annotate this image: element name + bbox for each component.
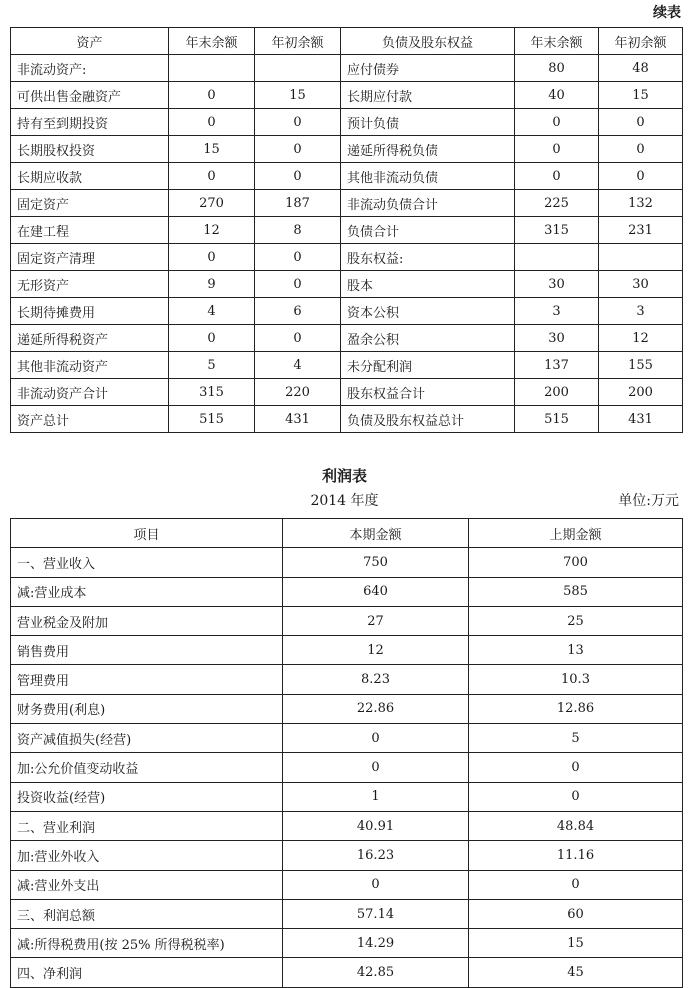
table-row — [11, 55, 683, 82]
amount-cell — [255, 55, 341, 82]
table-row — [11, 694, 683, 723]
amount-cell: 16.23 — [283, 841, 469, 870]
row-label: 非流动负债合计 — [341, 190, 515, 217]
amount-cell: 3 — [515, 298, 599, 325]
row-label: 财务费用(利息) — [11, 694, 283, 723]
table-row — [11, 109, 683, 136]
amount-cell: 0 — [469, 753, 683, 782]
row-label: 未分配利润 — [341, 352, 515, 379]
amount-cell: 270 — [169, 190, 255, 217]
table-row — [11, 636, 683, 665]
income-statement-header-row — [11, 519, 683, 548]
table-row — [11, 244, 683, 271]
amount-cell: 200 — [599, 379, 683, 406]
table-row — [11, 724, 683, 753]
amount-cell: 315 — [169, 379, 255, 406]
amount-cell: 4 — [255, 352, 341, 379]
amount-cell: 220 — [255, 379, 341, 406]
amount-cell: 14.29 — [283, 929, 469, 958]
amount-cell: 0 — [255, 325, 341, 352]
row-label: 减:所得税费用(按 25% 所得税税率) — [11, 929, 283, 958]
amount-cell: 0 — [599, 163, 683, 190]
amount-cell: 750 — [283, 548, 469, 577]
row-label: 递延所得税资产 — [11, 325, 169, 352]
amount-cell: 10.3 — [469, 665, 683, 694]
balance-sheet-table — [10, 27, 683, 433]
column-header: 资产 — [11, 28, 169, 55]
amount-cell: 15 — [169, 136, 255, 163]
amount-cell: 12 — [169, 217, 255, 244]
amount-cell: 15 — [255, 82, 341, 109]
row-label: 资产总计 — [11, 406, 169, 433]
amount-cell: 0 — [255, 244, 341, 271]
amount-cell: 431 — [599, 406, 683, 433]
amount-cell: 30 — [515, 271, 599, 298]
column-header: 年末余额 — [169, 28, 255, 55]
amount-cell: 0 — [283, 870, 469, 899]
row-label: 长期应收款 — [11, 163, 169, 190]
table-row — [11, 811, 683, 840]
table-row — [11, 841, 683, 870]
row-label: 股本 — [341, 271, 515, 298]
row-label: 减:营业成本 — [11, 577, 283, 606]
balance-sheet-body — [11, 55, 683, 433]
row-label: 投资收益(经营) — [11, 782, 283, 811]
amount-cell: 0 — [599, 136, 683, 163]
amount-cell: 0 — [515, 109, 599, 136]
table-row — [11, 406, 683, 433]
amount-cell: 1 — [283, 782, 469, 811]
row-label: 在建工程 — [11, 217, 169, 244]
amount-cell: 700 — [469, 548, 683, 577]
amount-cell: 0 — [169, 163, 255, 190]
amount-cell: 0 — [255, 136, 341, 163]
row-label: 销售费用 — [11, 636, 283, 665]
row-label: 其他非流动负债 — [341, 163, 515, 190]
amount-cell: 0 — [599, 109, 683, 136]
amount-cell: 0 — [515, 163, 599, 190]
amount-cell: 15 — [599, 82, 683, 109]
amount-cell: 30 — [515, 325, 599, 352]
row-label: 长期股权投资 — [11, 136, 169, 163]
table-row — [11, 665, 683, 694]
table-row — [11, 548, 683, 577]
amount-cell: 231 — [599, 217, 683, 244]
row-label: 非流动资产: — [11, 55, 169, 82]
amount-cell: 187 — [255, 190, 341, 217]
amount-cell: 6 — [255, 298, 341, 325]
amount-cell: 0 — [169, 109, 255, 136]
amount-cell: 155 — [599, 352, 683, 379]
amount-cell: 12 — [283, 636, 469, 665]
income-statement-unit: 单位:万元 — [618, 493, 679, 509]
amount-cell: 0 — [169, 82, 255, 109]
column-header: 项目 — [11, 519, 283, 548]
table-row — [11, 379, 683, 406]
amount-cell: 80 — [515, 55, 599, 82]
row-label: 固定资产清理 — [11, 244, 169, 271]
column-header: 年初余额 — [255, 28, 341, 55]
table-row — [11, 870, 683, 899]
amount-cell: 57.14 — [283, 899, 469, 928]
amount-cell: 640 — [283, 577, 469, 606]
income-statement-table — [10, 518, 683, 988]
row-label: 三、利润总额 — [11, 899, 283, 928]
table-row — [11, 899, 683, 928]
amount-cell: 15 — [469, 929, 683, 958]
income-statement-body — [11, 548, 683, 987]
table-row — [11, 753, 683, 782]
balance-sheet-header-row — [11, 28, 683, 55]
amount-cell: 137 — [515, 352, 599, 379]
amount-cell: 30 — [599, 271, 683, 298]
row-label: 其他非流动资产 — [11, 352, 169, 379]
amount-cell — [169, 55, 255, 82]
amount-cell: 315 — [515, 217, 599, 244]
row-label: 负债合计 — [341, 217, 515, 244]
amount-cell: 25 — [469, 606, 683, 635]
row-label: 管理费用 — [11, 665, 283, 694]
income-statement-year: 2014 年度 — [310, 493, 379, 509]
row-label: 股东权益: — [341, 244, 515, 271]
amount-cell: 0 — [255, 109, 341, 136]
amount-cell: 40.91 — [283, 811, 469, 840]
row-label: 持有至到期投资 — [11, 109, 169, 136]
row-label: 盈余公积 — [341, 325, 515, 352]
amount-cell: 200 — [515, 379, 599, 406]
amount-cell: 0 — [469, 870, 683, 899]
amount-cell: 132 — [599, 190, 683, 217]
amount-cell: 225 — [515, 190, 599, 217]
table-row — [11, 577, 683, 606]
amount-cell: 5 — [169, 352, 255, 379]
column-header: 年初余额 — [599, 28, 683, 55]
amount-cell: 48.84 — [469, 811, 683, 840]
column-header: 本期金额 — [283, 519, 469, 548]
amount-cell: 60 — [469, 899, 683, 928]
row-label: 非流动资产合计 — [11, 379, 169, 406]
row-label: 可供出售金融资产 — [11, 82, 169, 109]
column-header: 上期金额 — [469, 519, 683, 548]
row-label: 减:营业外支出 — [11, 870, 283, 899]
continued-label: 续表 — [653, 5, 681, 21]
amount-cell: 3 — [599, 298, 683, 325]
row-label: 四、净利润 — [11, 958, 283, 987]
row-label: 应付债券 — [341, 55, 515, 82]
row-label: 股东权益合计 — [341, 379, 515, 406]
row-label: 固定资产 — [11, 190, 169, 217]
amount-cell: 0 — [283, 724, 469, 753]
amount-cell: 22.86 — [283, 694, 469, 723]
table-row — [11, 298, 683, 325]
table-row — [11, 352, 683, 379]
amount-cell: 4 — [169, 298, 255, 325]
column-header: 年末余额 — [515, 28, 599, 55]
table-row — [11, 136, 683, 163]
table-row — [11, 958, 683, 987]
column-header: 负债及股东权益 — [341, 28, 515, 55]
amount-cell — [599, 244, 683, 271]
row-label: 无形资产 — [11, 271, 169, 298]
row-label: 预计负债 — [341, 109, 515, 136]
table-row — [11, 929, 683, 958]
row-label: 负债及股东权益总计 — [341, 406, 515, 433]
row-label: 资本公积 — [341, 298, 515, 325]
amount-cell: 12 — [599, 325, 683, 352]
amount-cell: 8 — [255, 217, 341, 244]
amount-cell: 27 — [283, 606, 469, 635]
table-row — [11, 782, 683, 811]
amount-cell: 0 — [169, 325, 255, 352]
amount-cell: 0 — [283, 753, 469, 782]
amount-cell: 0 — [255, 271, 341, 298]
amount-cell: 431 — [255, 406, 341, 433]
row-label: 营业税金及附加 — [11, 606, 283, 635]
row-label: 递延所得税负债 — [341, 136, 515, 163]
amount-cell: 40 — [515, 82, 599, 109]
amount-cell: 42.85 — [283, 958, 469, 987]
amount-cell: 48 — [599, 55, 683, 82]
row-label: 二、营业利润 — [11, 811, 283, 840]
amount-cell: 9 — [169, 271, 255, 298]
amount-cell: 0 — [169, 244, 255, 271]
table-row — [11, 271, 683, 298]
row-label: 加:公允价值变动收益 — [11, 753, 283, 782]
amount-cell: 0 — [469, 782, 683, 811]
income-statement-title: 利润表 — [321, 467, 367, 485]
amount-cell: 13 — [469, 636, 683, 665]
table-row — [11, 325, 683, 352]
amount-cell — [515, 244, 599, 271]
row-label: 一、营业收入 — [11, 548, 283, 577]
amount-cell: 45 — [469, 958, 683, 987]
table-row — [11, 217, 683, 244]
amount-cell: 5 — [469, 724, 683, 753]
amount-cell: 585 — [469, 577, 683, 606]
table-row — [11, 190, 683, 217]
row-label: 加:营业外收入 — [11, 841, 283, 870]
table-row — [11, 606, 683, 635]
row-label: 资产减值损失(经营) — [11, 724, 283, 753]
amount-cell: 0 — [515, 136, 599, 163]
table-row — [11, 163, 683, 190]
amount-cell: 0 — [255, 163, 341, 190]
table-row — [11, 82, 683, 109]
amount-cell: 515 — [515, 406, 599, 433]
amount-cell: 12.86 — [469, 694, 683, 723]
row-label: 长期应付款 — [341, 82, 515, 109]
amount-cell: 515 — [169, 406, 255, 433]
row-label: 长期待摊费用 — [11, 298, 169, 325]
amount-cell: 8.23 — [283, 665, 469, 694]
amount-cell: 11.16 — [469, 841, 683, 870]
